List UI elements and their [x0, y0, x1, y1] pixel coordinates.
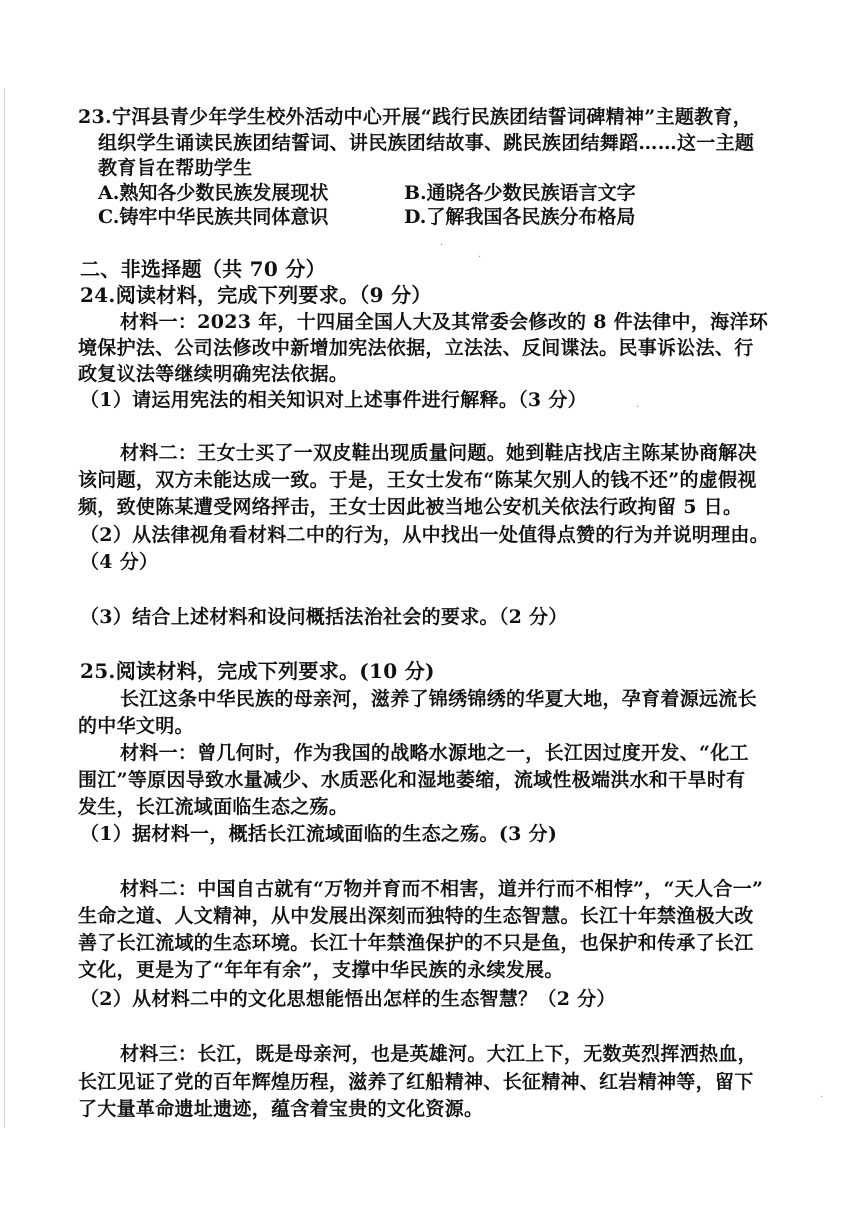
q23-option-d: D.了解我国各民族分布格局	[404, 206, 636, 228]
q23-stem-line-2: 组织学生诵读民族团结誓词、讲民族团结故事、跳民族团结舞蹈……这一主题	[98, 132, 755, 154]
q23-option-b: B.通晓各少数民族语言文字	[404, 182, 636, 204]
scan-speck: ·	[478, 252, 482, 263]
q23-stem-line-3: 教育旨在帮助学生	[98, 157, 253, 179]
q25-sub1: （1）据材料一，概括长江流域面临的生态之殇。(3 分)	[80, 823, 558, 845]
q25-sub2: （2）从材料二中的文化思想能悟出怎样的生态智慧？（2 分）	[80, 988, 616, 1010]
q25-intro-line-1: 长江这条中华民族的母亲河，滋养了锦绣锦绣的华夏大地，孕育着源远流长	[120, 688, 757, 710]
q24-material1-line-1: 材料一：2023 年，十四届全国人大及其常委会修改的 8 件法律中，海洋环	[120, 311, 769, 333]
q25-material2-line-2: 生命之道、人文精神，从中发展出深刻而独特的生态智慧。长江十年禁渔极大改	[78, 905, 754, 927]
scan-speck: ·	[636, 402, 640, 413]
section-2-title: 二、非选择题（共 70 分）	[80, 257, 326, 281]
q24-sub2-line-2: （4 分）	[80, 551, 159, 573]
q25-material3-line-2: 长江见证了党的百年辉煌历程，滋养了红船精神、长征精神、红岩精神等，留下	[78, 1071, 754, 1093]
q24-sub2-line-1: （2）从法律视角看材料二中的行为，从中找出一处值得点赞的行为并说明理由。	[80, 524, 770, 546]
q25-intro-line-2: 的中华文明。	[78, 715, 194, 737]
scan-speck: ·	[820, 1092, 824, 1103]
q24-sub1: （1）请运用宪法的相关知识对上述事件进行解释。（3 分）	[80, 389, 587, 411]
q25-material2-line-3: 善了长江流域的生态环境。长江十年禁渔保护的不只是鱼，也保护和传承了长江	[78, 932, 754, 954]
q25-material3-line-3: 了大量革命遗址遗迹，蕴含着宝贵的文化资源。	[78, 1098, 484, 1120]
q25-material3-line-1: 材料三：长江，既是母亲河，也是英雄河。大江上下，无数英烈挥洒热血，	[120, 1043, 757, 1065]
q24-sub3: （3）结合上述材料和设问概括法治社会的要求。（2 分）	[80, 606, 568, 628]
q25-material1-line-2: 围江”等原因导致水量减少、水质恶化和湿地萎缩，流域性极端洪水和干旱时有	[78, 769, 746, 791]
q23-option-a: A.熟知各少数民族发展现状	[98, 182, 329, 204]
scan-speck: ·	[440, 240, 444, 251]
q25-material2-line-1: 材料二：中国自古就有“万物并育而不相害，道并行而不相悖”，“天人合一”	[120, 878, 764, 900]
q23-option-c: C.铸牢中华民族共同体意识	[98, 206, 329, 228]
q24-material1-line-2: 境保护法、公司法修改中新增加宪法依据，立法法、反间谍法。民事诉讼法、行	[78, 337, 754, 359]
q24-material2-line-2: 该问题，双方未能达成一致。于是，王女士发布“陈某欠别人的钱不还”的虚假视	[78, 469, 757, 491]
q24-material2-line-3: 频，致使陈某遭受网络抨击，王女士因此被当地公安机关依法行政拘留 5 日。	[78, 496, 743, 518]
q25-material1-line-3: 发生，长江流域面临生态之殇。	[78, 796, 349, 818]
page-edge	[4, 88, 5, 1128]
q25-material1-line-1: 材料一：曾几何时，作为我国的战略水源地之一，长江因过度开发、“化工	[120, 742, 749, 764]
q24-material2-line-1: 材料二：王女士买了一双皮鞋出现质量问题。她到鞋店找店主陈某协商解决	[120, 442, 757, 464]
q25-title: 25.阅读材料，完成下列要求。(10 分)	[80, 659, 435, 683]
q23-stem-line-1: 23.宁洱县青少年学生校外活动中心开展“践行民族团结誓词碑精神”主题教育，	[78, 106, 753, 128]
q25-material2-line-4: 文化，更是为了“年年有余”，支撑中华民族的永续发展。	[78, 959, 564, 981]
q24-title: 24.阅读材料，完成下列要求。（9 分）	[80, 283, 432, 307]
q24-material1-line-3: 政复议法等继续明确宪法依据。	[78, 363, 349, 385]
